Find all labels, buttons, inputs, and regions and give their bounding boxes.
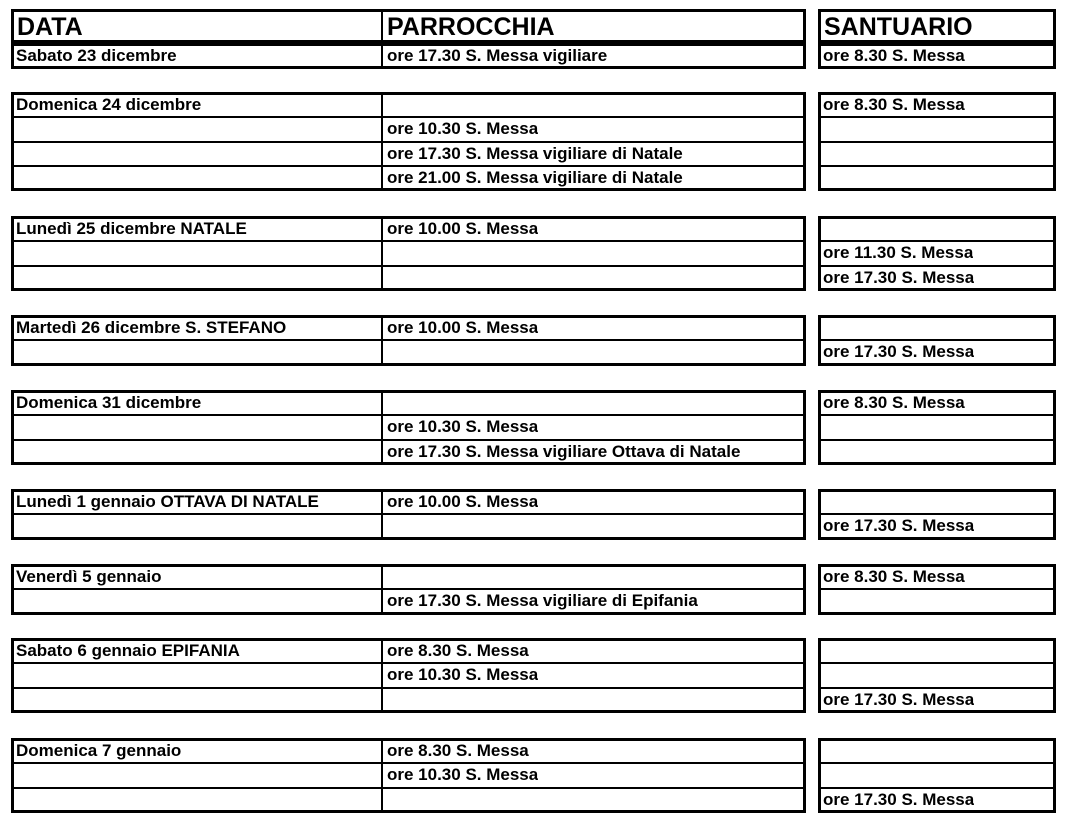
row-separator	[11, 787, 806, 789]
row-separator	[11, 265, 806, 267]
row-separator	[818, 513, 1056, 515]
row-separator	[818, 116, 1056, 118]
row-separator	[11, 339, 806, 341]
row-separator	[11, 414, 806, 416]
santuario-cell: ore 17.30 S. Messa	[823, 342, 975, 362]
header-santuario: SANTUARIO	[824, 13, 973, 41]
santuario-cell: ore 11.30 S. Messa	[823, 243, 974, 263]
parrocchia-cell: ore 21.00 S. Messa vigiliare di Natale	[387, 168, 683, 188]
parrocchia-cell: ore 17.30 S. Messa vigiliare	[387, 46, 608, 66]
santuario-cell: ore 8.30 S. Messa	[823, 567, 965, 587]
parrocchia-cell: ore 10.30 S. Messa	[387, 665, 539, 685]
column-divider	[381, 738, 383, 813]
row-separator	[818, 165, 1056, 167]
parrocchia-cell: ore 17.30 S. Messa vigiliare Ottava di Natale	[387, 441, 741, 461]
santuario-cell: ore 17.30 S. Messa	[823, 267, 975, 287]
santuario-cell: ore 8.30 S. Messa	[823, 393, 965, 413]
santuario-cell: ore 8.30 S. Messa	[823, 95, 965, 115]
parrocchia-cell: ore 8.30 S. Messa	[387, 641, 529, 661]
column-divider	[381, 216, 383, 291]
date-cell: Martedì 26 dicembre S. STEFANO	[16, 318, 287, 338]
row-separator	[11, 687, 806, 689]
date-cell: Lunedì 1 gennaio OTTAVA DI NATALE	[16, 492, 319, 512]
santuario-cell: ore 17.30 S. Messa	[823, 789, 975, 809]
santuario-cell: ore 17.30 S. Messa	[823, 516, 975, 536]
row-separator	[818, 439, 1056, 441]
date-cell: Domenica 7 gennaio	[16, 741, 182, 761]
row-separator	[11, 116, 806, 118]
row-separator	[11, 141, 806, 143]
row-separator	[818, 687, 1056, 689]
row-separator	[818, 762, 1056, 764]
row-separator	[818, 588, 1056, 590]
row-separator	[818, 414, 1056, 416]
parrocchia-cell: ore 8.30 S. Messa	[387, 741, 529, 761]
parrocchia-cell: ore 10.30 S. Messa	[387, 119, 539, 139]
row-separator	[818, 240, 1056, 242]
parrocchia-cell: ore 10.00 S. Messa	[387, 219, 539, 239]
column-divider	[381, 638, 383, 713]
parrocchia-cell: ore 10.30 S. Messa	[387, 417, 539, 437]
header-divider	[381, 9, 383, 43]
header-parrocchia: PARROCCHIA	[387, 13, 555, 41]
row-separator	[818, 141, 1056, 143]
row-separator	[818, 339, 1056, 341]
date-cell: Lunedì 25 dicembre NATALE	[16, 219, 247, 239]
row-separator	[818, 265, 1056, 267]
row-separator	[11, 439, 806, 441]
row-separator	[11, 240, 806, 242]
row-separator	[11, 662, 806, 664]
column-divider	[381, 390, 383, 465]
parrocchia-cell: ore 17.30 S. Messa vigiliare di Epifania	[387, 591, 698, 611]
row-separator	[11, 165, 806, 167]
header-data: DATA	[17, 13, 83, 41]
row-separator	[11, 588, 806, 590]
santuario-cell: ore 8.30 S. Messa	[823, 46, 965, 66]
row-separator	[11, 513, 806, 515]
column-divider	[381, 43, 383, 69]
date-cell: Domenica 31 dicembre	[16, 393, 202, 413]
parrocchia-cell: ore 17.30 S. Messa vigiliare di Natale	[387, 143, 683, 163]
date-cell: Sabato 6 gennaio EPIFANIA	[16, 641, 240, 661]
santuario-cell: ore 17.30 S. Messa	[823, 689, 975, 709]
parrocchia-cell: ore 10.00 S. Messa	[387, 318, 539, 338]
date-cell: Venerdì 5 gennaio	[16, 567, 162, 587]
parrocchia-cell: ore 10.30 S. Messa	[387, 765, 539, 785]
row-separator	[11, 762, 806, 764]
date-cell: Domenica 24 dicembre	[16, 95, 202, 115]
parrocchia-cell: ore 10.00 S. Messa	[387, 492, 539, 512]
row-separator	[818, 662, 1056, 664]
date-cell: Sabato 23 dicembre	[16, 46, 177, 66]
row-separator	[818, 787, 1056, 789]
